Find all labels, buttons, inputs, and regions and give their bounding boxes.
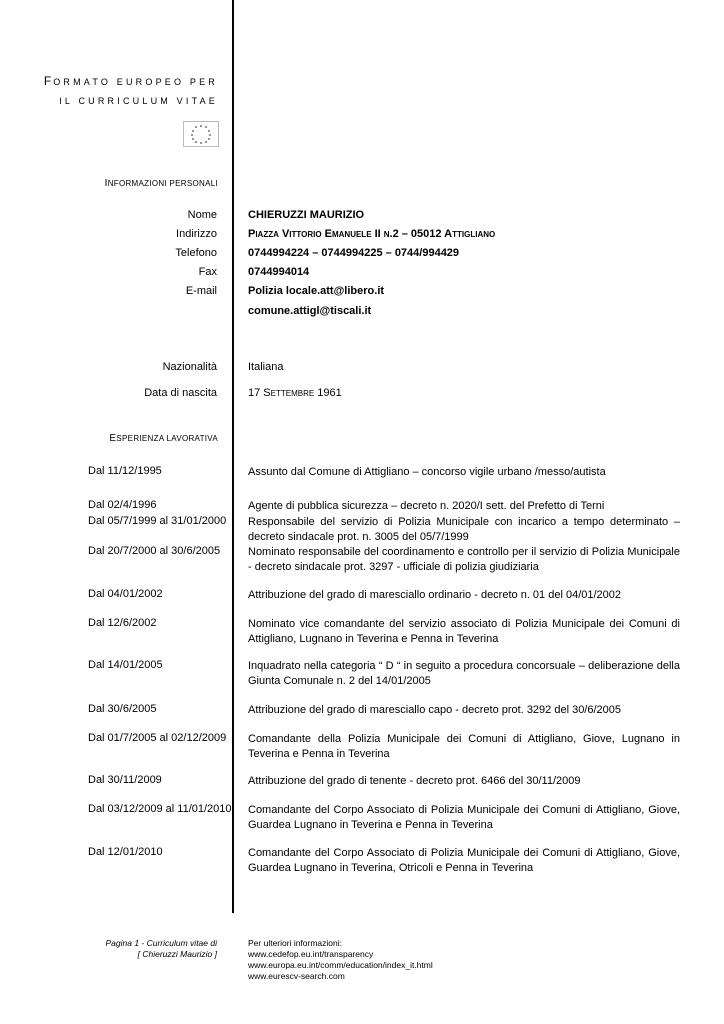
experience-text: Attribuzione del grado di maresciallo ordinario - decreto n. 01 del 04/01/2002 (248, 589, 622, 601)
birth-label: Data di nascita (144, 387, 217, 399)
experience-date: Dal 03/12/2009 al 11/01/2010 (88, 803, 232, 815)
experience-date: Dal 14/01/2005 (88, 659, 163, 671)
section-personal-info: INFORMAZIONI PERSONALI (104, 178, 218, 189)
experience-text: Responsabile del servizio di Polizia Municipale con incarico a tempo determinato – decreto sindacale prot. n. 3005 del 05/7/1999 (248, 516, 680, 543)
address-label: Indirizzo (176, 228, 217, 240)
experience-text: Comandante del Corpo Associato di Polizia Municipale dei Comuni di Attigliano, Giove, Guardea Lugnano in Teverina, Otricoli e Penna in Teverina (248, 847, 680, 874)
cv-title-line2: IL CURRICULUM VITAE (59, 96, 218, 106)
phone-label: Telefono (175, 247, 217, 259)
experience-text: Attribuzione del grado di maresciallo capo - decreto prot. 3292 del 30/6/2005 (248, 704, 622, 716)
experience-date: Dal 30/11/2009 (88, 774, 162, 786)
experience-text: Comandante del Corpo Associato di Polizia Municipale dei Comuni di Attigliano, Giove, Guardea Lugnano in Teverina e Penna in Teverina (248, 804, 680, 831)
fax-value: 0744994014 (248, 266, 310, 278)
cv-title-line1: FORMATO EUROPEO PER (43, 74, 218, 88)
section-work-experience: ESPERIENZA LAVORATIVA (109, 433, 218, 444)
experience-date: Dal 12/6/2002 (88, 617, 157, 629)
footer-page-line1: Pagina 1 - Curriculum vitae di (105, 938, 217, 948)
phone-value: 0744994224 – 0744994225 – 0744/994429 (248, 247, 460, 259)
experience-text: Nominato vice comandante del servizio associato di Polizia Municipale dei Comuni di Attigliano, Lugnano in Teverina e Penna in Teverina (248, 618, 680, 645)
experience-date: Dal 20/7/2000 al 30/6/2005 (88, 545, 221, 557)
birth-value: 17 Settembre 1961 (248, 387, 342, 399)
experience-date: Dal 30/6/2005 (88, 703, 157, 715)
experience-text: Assunto dal Comune di Attigliano – concorso vigile urbano /messo/autista (248, 466, 606, 478)
footer-link-eurescv[interactable]: www.eurescv-search.com (248, 971, 345, 981)
experience-text: Nominato responsabile del coordinamento e controllo per il servizio di Polizia Municipale - decreto sindacale prot. 3297 - ufficiale di polizia giudiziaria (248, 546, 680, 573)
email-value-1[interactable]: Polizia locale.att@libero.it (248, 285, 385, 297)
experience-text: Attribuzione del grado di tenente - decreto prot. 6466 del 30/11/2009 (248, 775, 581, 787)
address-value: Piazza Vittorio Emanuele II n.2 – 05012 Attigliano (248, 228, 496, 240)
experience-text: Comandante della Polizia Municipale dei Comuni di Attigliano, Giove, Lugnano in Teverina e Penna in Teverina (248, 733, 680, 760)
name-value: CHIERUZZI MAURIZIO (248, 209, 365, 221)
experience-date: Dal 01/7/2005 al 02/12/2009 (88, 732, 227, 744)
footer-info-title: Per ulteriori informazioni: (248, 938, 343, 948)
experience-text: Agente di pubblica sicurezza – decreto n. 2020/I sett. del Prefetto di Terni (248, 500, 605, 512)
footer-links (248, 938, 433, 982)
fax-label: Fax (198, 266, 217, 278)
vertical-divider (232, 0, 234, 913)
experience-date: Dal 12/01/2010 (88, 846, 163, 858)
email-label: E-mail (185, 285, 217, 297)
experience-date: Dal 11/12/1995 (88, 465, 162, 477)
footer-link-cedefop[interactable]: www.cedefop.eu.int/transparency (248, 949, 374, 959)
email-value-2[interactable]: comune.attigl@tiscali.it (248, 305, 372, 317)
experience-date: Dal 02/4/1996 (88, 499, 157, 511)
experience-text: Inquadrato nella categoria “ D “ in seguito a procedura concorsuale – deliberazione della Giunta Comunale n. 2 del 14/01/2005 (248, 660, 680, 687)
experience-date: Dal 04/01/2002 (88, 588, 163, 600)
footer-link-europa[interactable]: www.europa.eu.int/comm/education/index_it.html (248, 960, 433, 970)
nationality-label: Nazionalità (162, 361, 217, 373)
eu-flag-icon (183, 121, 219, 147)
footer-page-line2: [ Chieruzzi Maurizio ] (137, 949, 217, 959)
nationality-value: Italiana (248, 361, 284, 373)
name-label: Nome (187, 209, 217, 221)
footer-page-info (106, 938, 218, 960)
experience-date: Dal 05/7/1999 al 31/01/2000 (88, 515, 227, 527)
